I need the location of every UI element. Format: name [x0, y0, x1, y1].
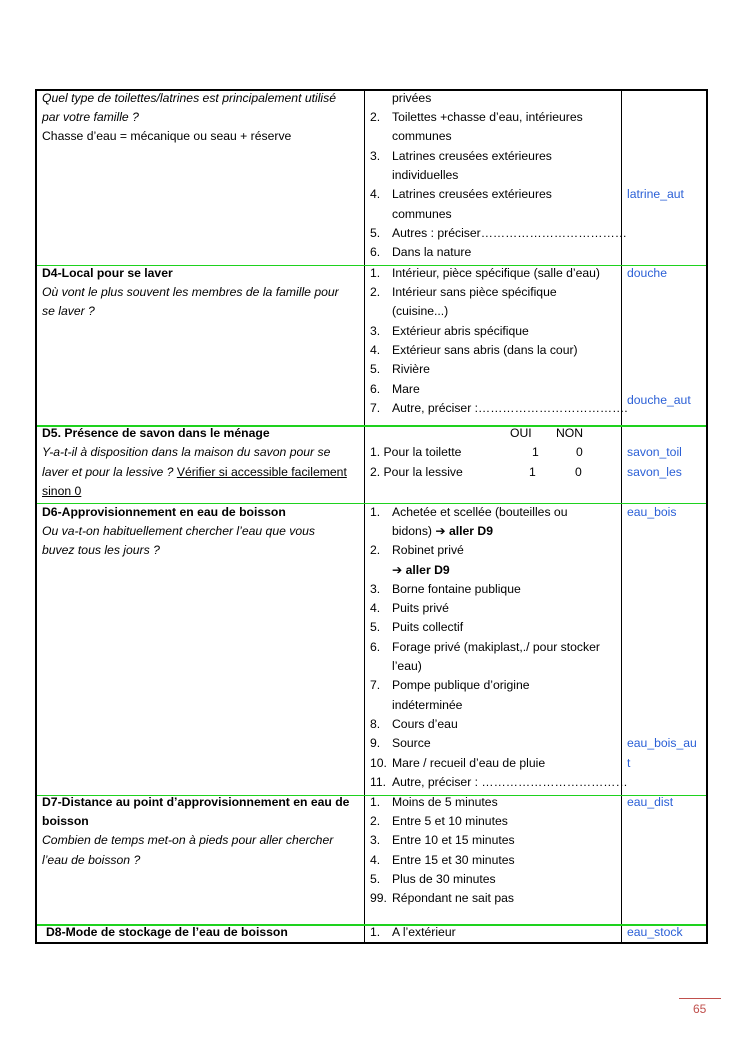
option-text: communes — [392, 129, 452, 143]
option-text: Répondant ne sait pas — [392, 891, 514, 905]
skip-instruction-line — [392, 561, 450, 580]
option-text: Entre 15 et 30 minutes — [392, 853, 515, 867]
question-text: par votre famille ? — [42, 110, 139, 124]
option-text: Autres : préciser……………………………… — [392, 226, 627, 240]
option-text: Robinet privé — [392, 543, 464, 557]
option-number: 6. — [370, 382, 381, 396]
question-text-line — [42, 463, 347, 482]
option-number: 4. — [370, 601, 381, 615]
option-number: 1. — [370, 505, 381, 519]
option-text: Mare — [392, 382, 420, 396]
option-text: Forage privé (makiplast,./ pour stocker — [392, 640, 600, 654]
question-title: D7-Distance au point d’approvisionnement en eau de — [42, 795, 350, 809]
question-text: laver et pour la lessive ? — [42, 465, 174, 479]
option-text: A l’extérieur — [392, 925, 456, 939]
option-number: 99. — [370, 891, 387, 905]
column-header-non: NON — [556, 426, 584, 440]
option-number: 7. — [370, 401, 381, 415]
option-number: 1. — [370, 266, 381, 280]
option-number: 1. — [370, 925, 381, 939]
option-number: 5. — [370, 226, 381, 240]
question-title: D8-Mode de stockage de l’eau de boisson — [46, 925, 288, 939]
variable-code: eau_bois — [627, 505, 677, 519]
option-text: Achetée et scellée (bouteilles ou — [392, 505, 568, 519]
option-number: 1. — [370, 795, 381, 809]
variable-code: douche_aut — [627, 393, 691, 407]
variable-code: t — [627, 756, 631, 770]
question-title: D4-Local pour se laver — [42, 266, 173, 280]
question-text: Y-a-t-il à disposition dans la maison du savon pour se — [42, 445, 331, 459]
variable-code: eau_bois_au — [627, 736, 697, 750]
option-text: Latrines creusées extérieures — [392, 187, 552, 201]
option-number: 5. — [370, 362, 381, 376]
option-number: 5. — [370, 620, 381, 634]
option-number: 2. — [370, 814, 381, 828]
option-number: 8. — [370, 717, 381, 731]
item-oui-value: 1 — [532, 445, 539, 459]
option-text: privées — [392, 91, 432, 105]
variable-code: savon_toil — [627, 445, 682, 459]
variable-code: latrine_aut — [627, 187, 684, 201]
option-text: Intérieur, pièce spécifique (salle d’eau) — [392, 266, 600, 280]
verification-note: Vérifier si accessible facilement — [176, 465, 347, 479]
option-number: 3. — [370, 582, 381, 596]
option-text: Autre, préciser : ……………………………… — [392, 775, 628, 789]
option-text: Puits collectif — [392, 620, 464, 634]
page-number: 65 — [693, 1002, 707, 1016]
option-text: Entre 10 et 15 minutes — [392, 833, 515, 847]
option-number: 3. — [370, 833, 381, 847]
page-number-rule — [679, 998, 721, 999]
question-text: Combien de temps met-on à pieds pour aller chercher — [42, 833, 334, 847]
question-title: D6-Approvisionnement en eau de boisson — [42, 505, 286, 519]
option-number: 5. — [370, 872, 381, 886]
option-text: Mare / recueil d’eau de pluie — [392, 756, 546, 770]
column-divider-2 — [621, 91, 622, 942]
column-header-oui: OUI — [510, 426, 532, 440]
column-divider-1 — [364, 91, 365, 942]
option-number: 7. — [370, 678, 381, 692]
variable-code: savon_les — [627, 465, 682, 479]
option-text: Cours d’eau — [392, 717, 458, 731]
option-text: Toilettes +chasse d’eau, intérieures — [392, 110, 583, 124]
option-text: Dans la nature — [392, 245, 472, 259]
verification-note: sinon 0 — [42, 484, 82, 498]
option-text: Borne fontaine publique — [392, 582, 521, 596]
option-text: Plus de 30 minutes — [392, 872, 496, 886]
variable-code: eau_stock — [627, 925, 683, 939]
question-text: buvez tous les jours ? — [42, 543, 160, 557]
option-number: 3. — [370, 324, 381, 338]
question-title: D5. Présence de savon dans le ménage — [42, 426, 270, 440]
question-title: boisson — [42, 814, 89, 828]
variable-code: douche — [627, 266, 667, 280]
item-label: 2. Pour la lessive — [370, 465, 463, 479]
option-text: Puits privé — [392, 601, 449, 615]
option-text: Extérieur sans abris (dans la cour) — [392, 343, 578, 357]
option-number: 4. — [370, 853, 381, 867]
option-text: Source — [392, 736, 431, 750]
option-text: Intérieur sans pièce spécifique — [392, 285, 557, 299]
option-text-line — [392, 522, 493, 541]
arrow-icon: ➔ — [392, 563, 403, 577]
option-text: individuelles — [392, 168, 459, 182]
skip-instruction: aller D9 — [448, 524, 494, 538]
option-text: Rivière — [392, 362, 430, 376]
option-number: 2. — [370, 110, 381, 124]
option-text: Autre, préciser :………………………………. — [392, 401, 628, 415]
option-number: 2. — [370, 285, 381, 299]
option-number: 11. — [370, 775, 387, 789]
option-text: bidons) — [392, 524, 436, 538]
item-oui-value: 1 — [529, 465, 536, 479]
option-text: Entre 5 et 10 minutes — [392, 814, 508, 828]
option-number: 4. — [370, 343, 381, 357]
arrow-icon: ➔ — [435, 524, 446, 538]
question-text: l’eau de boisson ? — [42, 853, 141, 867]
option-number: 3. — [370, 149, 381, 163]
question-text: se laver ? — [42, 304, 95, 318]
item-non-value: 0 — [576, 445, 583, 459]
option-number: 6. — [370, 640, 381, 654]
option-number: 10. — [370, 756, 387, 770]
skip-instruction: aller D9 — [405, 563, 450, 577]
option-text: Extérieur abris spécifique — [392, 324, 529, 338]
item-non-value: 0 — [575, 465, 582, 479]
option-number: 2. — [370, 543, 381, 557]
option-number: 4. — [370, 187, 381, 201]
option-text: Pompe publique d’origine — [392, 678, 530, 692]
option-text: Moins de 5 minutes — [392, 795, 498, 809]
note-text: Chasse d’eau = mécanique ou seau + réserve — [42, 129, 292, 143]
option-text: Latrines creusées extérieures — [392, 149, 552, 163]
option-number: 6. — [370, 245, 381, 259]
option-text: l’eau) — [392, 659, 422, 673]
item-label: 1. Pour la toilette — [370, 445, 462, 459]
question-text: Ou va-t-on habituellement chercher l’eau que vous — [42, 524, 316, 538]
option-text: communes — [392, 207, 452, 221]
option-number: 9. — [370, 736, 381, 750]
question-text: Quel type de toilettes/latrines est principalement utilisé — [42, 91, 337, 105]
question-text: Où vont le plus souvent les membres de la famille pour — [42, 285, 339, 299]
variable-code: eau_dist — [627, 795, 674, 809]
option-text: (cuisine...) — [392, 304, 449, 318]
option-text: indéterminée — [392, 698, 463, 712]
